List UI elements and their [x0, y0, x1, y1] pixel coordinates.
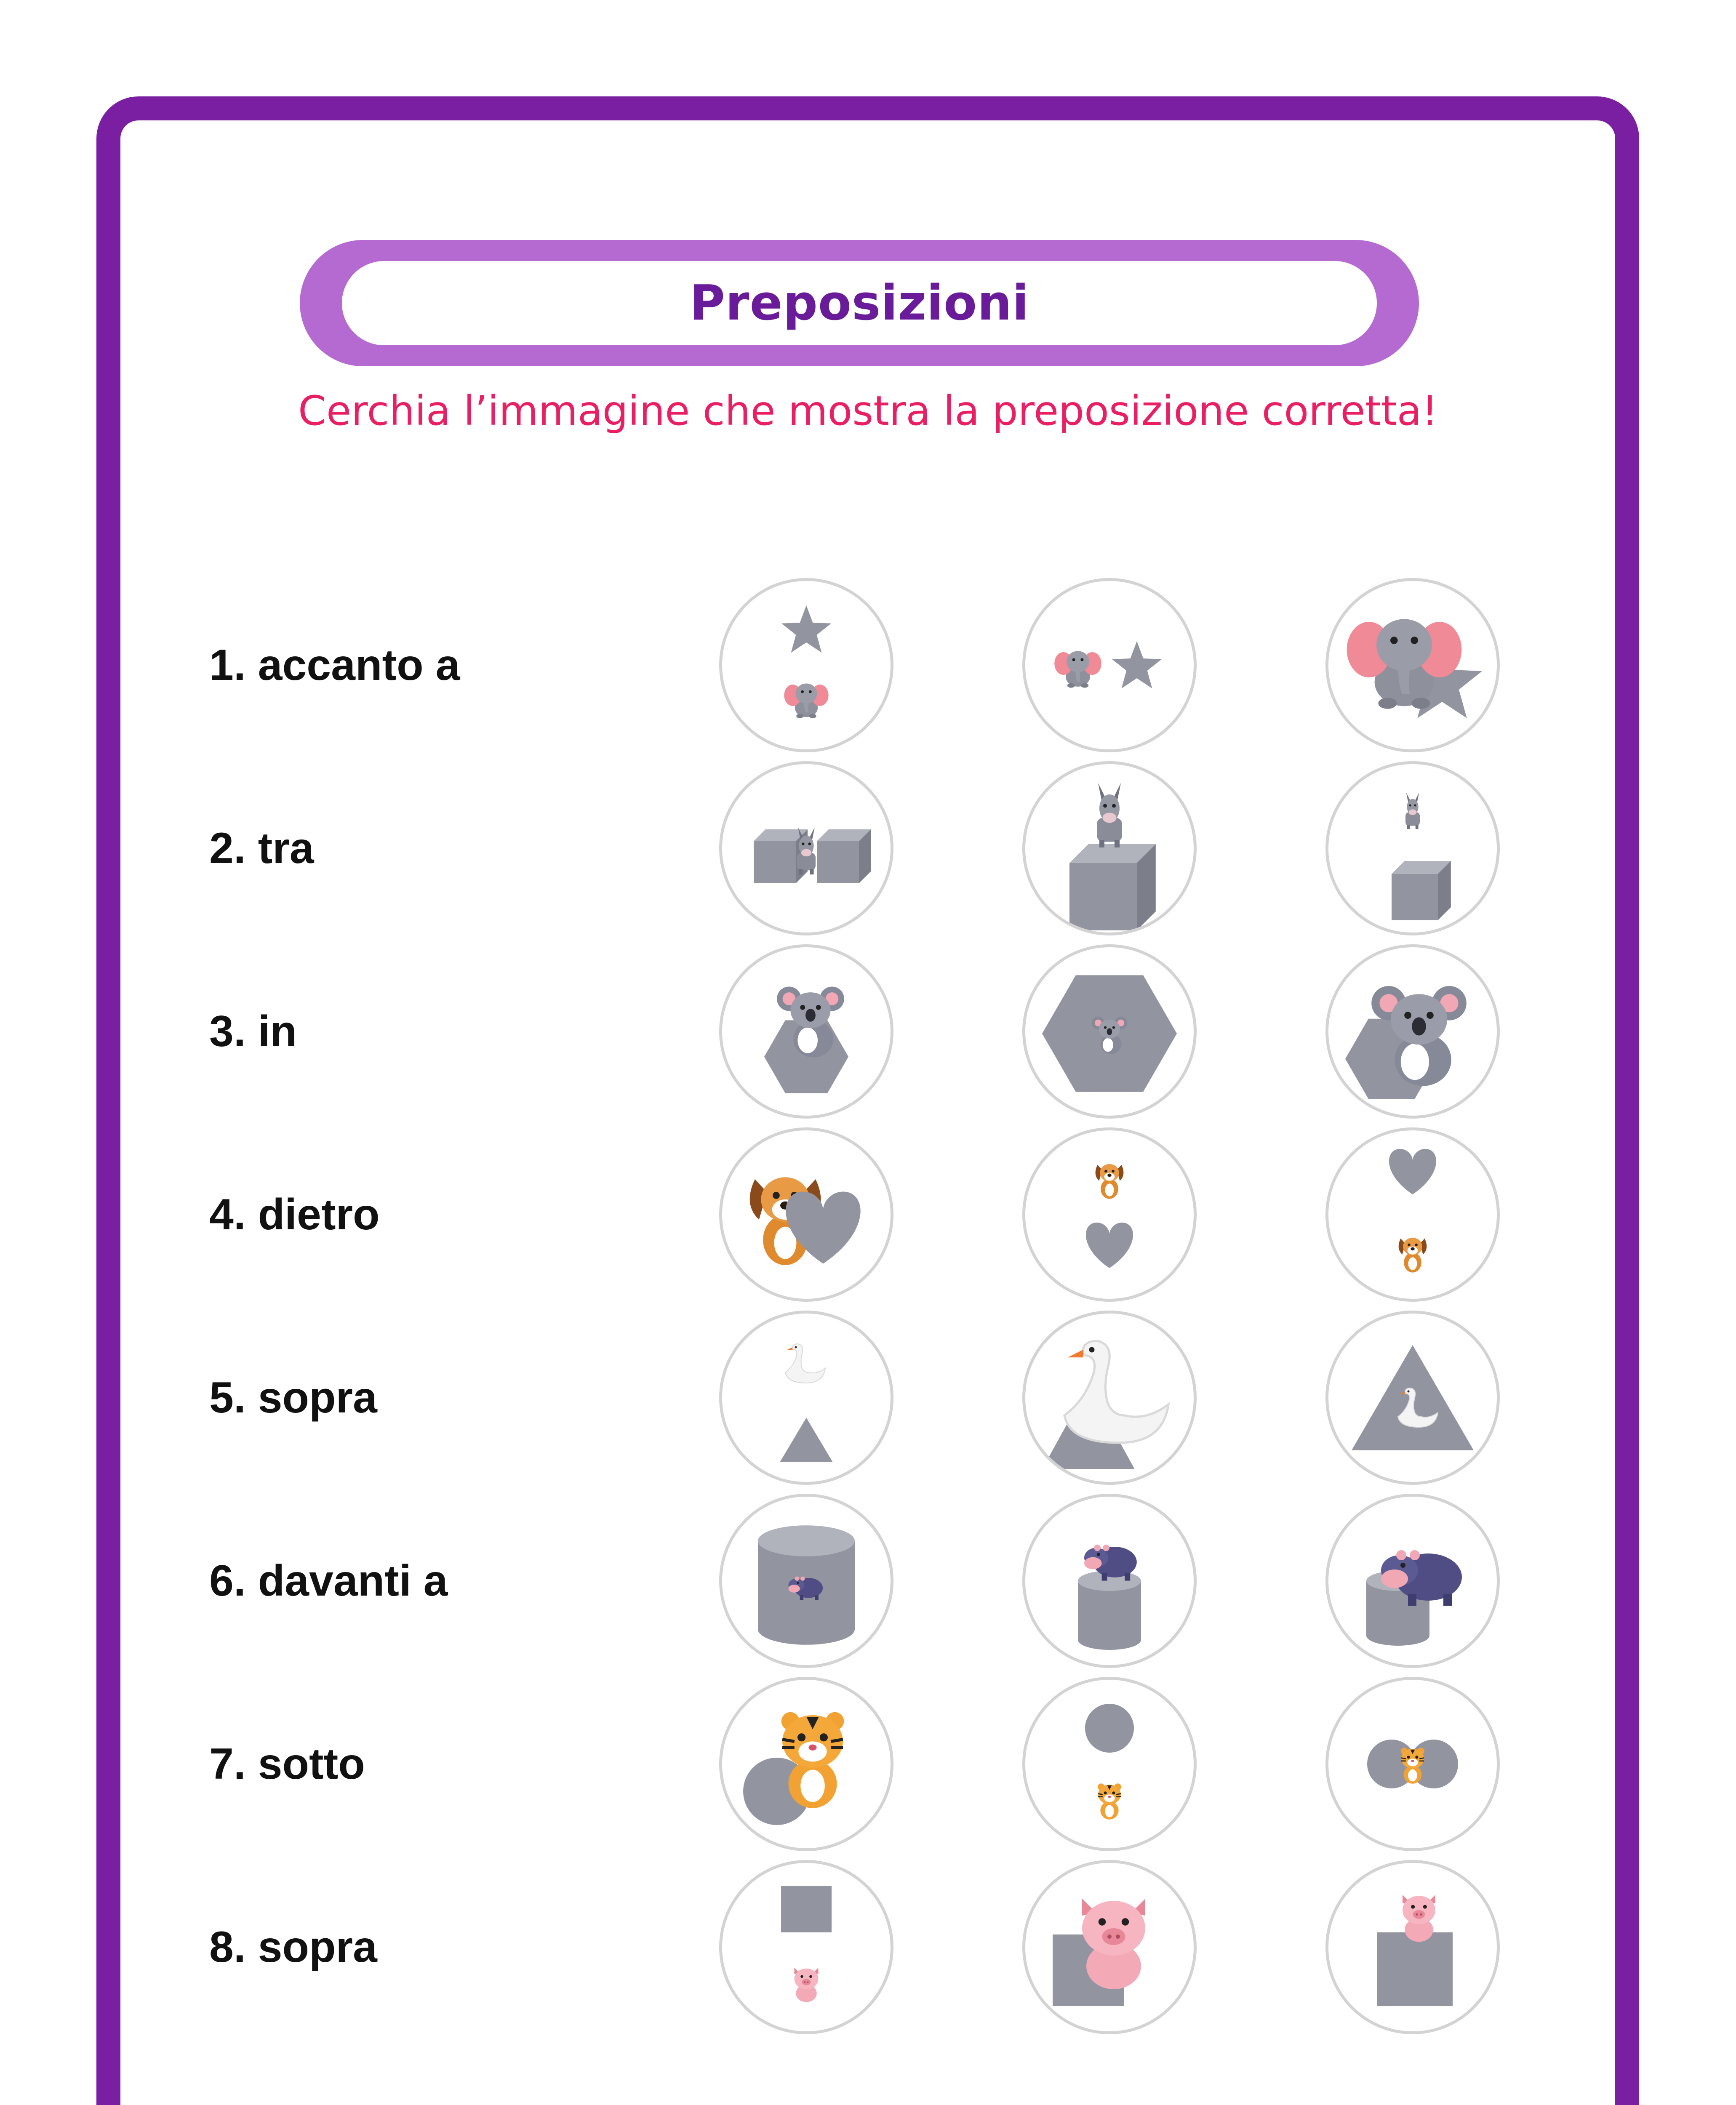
swan-triangle-illustration — [1025, 1314, 1194, 1482]
choice-pig-square[interactable] — [719, 1860, 893, 2034]
pig-square-illustration — [1025, 1863, 1194, 2031]
choice-hippo-cylinder[interactable] — [1022, 1494, 1197, 1668]
koala-hexagon-illustration — [1025, 947, 1194, 1116]
donkey-cube-illustration — [1025, 764, 1194, 933]
instruction-text: Cerchia l’immagine che mostra la preposizione corretta! — [298, 387, 1438, 434]
choice-donkey-cube[interactable] — [1022, 761, 1197, 935]
donkey-cube-illustration — [722, 764, 891, 933]
choice-tiger-circle[interactable] — [1325, 1677, 1500, 1851]
choice-donkey-cube[interactable] — [719, 761, 893, 935]
row-label: 8. sopra — [209, 1923, 377, 1972]
row-label: 3. in — [209, 1007, 297, 1056]
choice-swan-triangle[interactable] — [1325, 1311, 1500, 1485]
row-label: 4. dietro — [209, 1190, 380, 1239]
row-label: 7. sotto — [209, 1740, 365, 1788]
tiger-circle-illustration — [1025, 1680, 1194, 1848]
choice-hippo-cylinder[interactable] — [1325, 1494, 1500, 1668]
page-title: Preposizioni — [689, 275, 1029, 331]
pig-square-illustration — [1328, 1863, 1497, 2031]
choice-swan-triangle[interactable] — [1022, 1311, 1197, 1485]
row-label: 1. accanto a — [209, 641, 460, 690]
pig-square-illustration — [722, 1863, 891, 2031]
donkey-cube-illustration — [1328, 764, 1497, 933]
choice-dog-heart[interactable] — [719, 1127, 893, 1302]
choice-tiger-circle[interactable] — [1022, 1677, 1197, 1851]
choice-dog-heart[interactable] — [1325, 1127, 1500, 1302]
dog-heart-illustration — [1328, 1130, 1497, 1299]
row-label: 6. davanti a — [209, 1556, 448, 1605]
title-banner — [300, 240, 1419, 366]
hippo-cylinder-illustration — [1025, 1497, 1194, 1665]
elephant-star-illustration — [1025, 581, 1194, 749]
choice-koala-hexagon[interactable] — [719, 944, 893, 1119]
elephant-star-illustration — [722, 581, 891, 749]
koala-hexagon-illustration — [722, 947, 891, 1116]
choice-dog-heart[interactable] — [1022, 1127, 1197, 1302]
choice-pig-square[interactable] — [1022, 1860, 1197, 2034]
choice-hippo-cylinder[interactable] — [719, 1494, 893, 1668]
dog-heart-illustration — [722, 1130, 891, 1299]
hippo-cylinder-illustration — [722, 1497, 891, 1665]
choice-pig-square[interactable] — [1325, 1860, 1500, 2034]
choice-elephant-star[interactable] — [719, 578, 893, 752]
hippo-cylinder-illustration — [1328, 1497, 1497, 1665]
title-banner-inner — [342, 261, 1377, 345]
choice-swan-triangle[interactable] — [719, 1311, 893, 1485]
row-label: 5. sopra — [209, 1373, 377, 1422]
swan-triangle-illustration — [1328, 1314, 1497, 1482]
elephant-star-illustration — [1328, 581, 1497, 749]
choice-donkey-cube[interactable] — [1325, 761, 1500, 935]
choice-elephant-star[interactable] — [1325, 578, 1500, 752]
tiger-circle-illustration — [722, 1680, 891, 1848]
choice-koala-hexagon[interactable] — [1022, 944, 1197, 1119]
choice-elephant-star[interactable] — [1022, 578, 1197, 752]
choice-koala-hexagon[interactable] — [1325, 944, 1500, 1119]
swan-triangle-illustration — [722, 1314, 891, 1482]
tiger-circle-illustration — [1328, 1680, 1497, 1848]
choice-tiger-circle[interactable] — [719, 1677, 893, 1851]
koala-hexagon-illustration — [1328, 947, 1497, 1116]
row-label: 2. tra — [209, 824, 314, 873]
dog-heart-illustration — [1025, 1130, 1194, 1299]
